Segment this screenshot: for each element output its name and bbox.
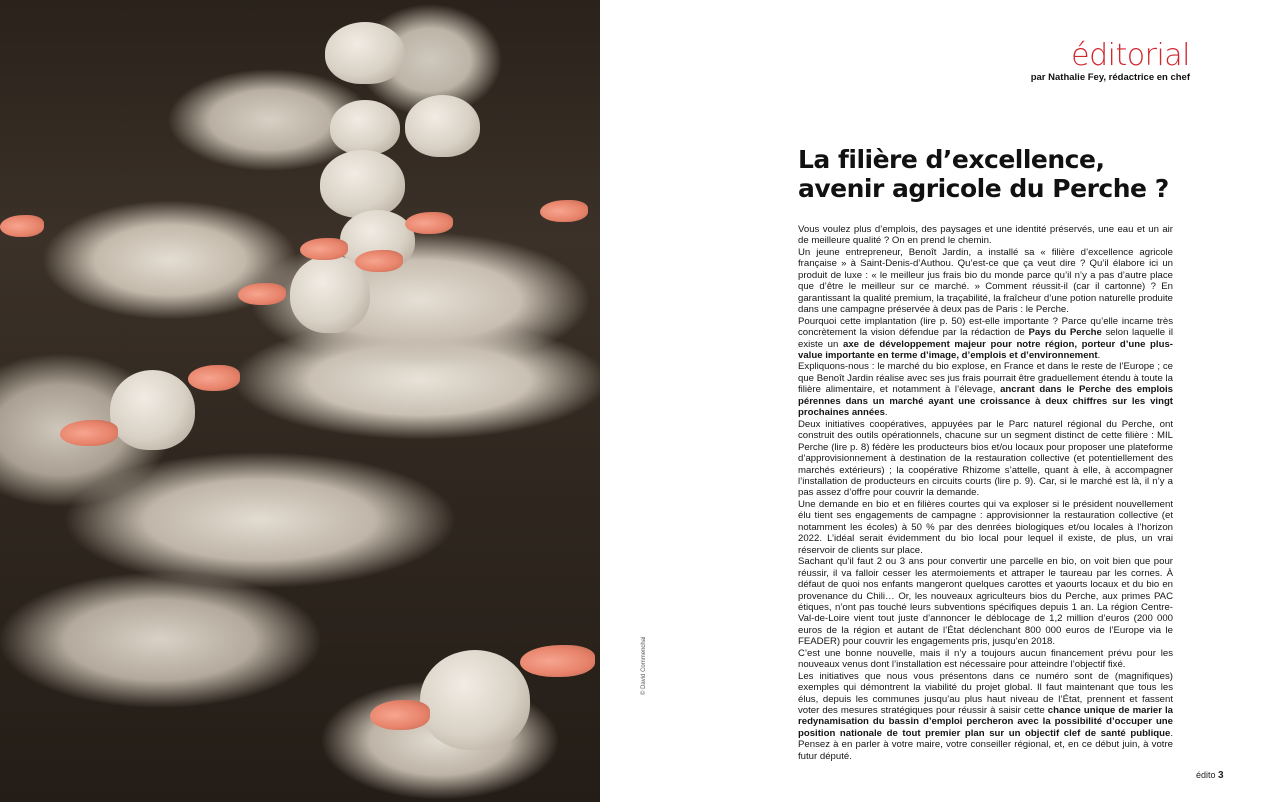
paragraph: Une demande en bio et en filières courtes qui va exploser si le président nouvellement élu tient ses engagements de campagne : approvisionner la restauration collective (et notamment les écoles) à 50 % par des denrées biologiques et/ou locales à l’horizon 2022. L’idéal serait évidemment du bio local pour lequel il existe, de plus, un vrai réservoir de clients sur place. xyxy=(798,498,1173,556)
headline-line-2: avenir agricole du Perche ? xyxy=(798,174,1169,203)
sheep-head xyxy=(325,22,405,84)
page-footer xyxy=(1196,770,1224,781)
photo-credit: © David Commenchal xyxy=(641,636,647,695)
sheep-ear xyxy=(0,215,44,237)
headline xyxy=(798,145,1188,203)
sheep-head xyxy=(110,370,195,450)
sheep-head xyxy=(320,150,405,218)
text-run: . xyxy=(884,407,888,419)
paragraph xyxy=(798,316,1173,362)
emphasis: axe de développement majeur pour notre région, porteur d’une plus-value importante en terme d’image, d’emplois et d’environnement xyxy=(798,338,1173,361)
sheep-ear xyxy=(520,645,595,677)
paragraph xyxy=(798,671,1173,763)
paragraph: Sachant qu’il faut 2 ou 3 ans pour convertir une parcelle en bio, on voit bien que pour réussir, il va falloir cesser les atermoiements et attraper le taureau par les cornes. À défaut de quoi nos enfants mangeront quelques carottes et yaourts locaux et du bio en provenance du Chili… Or, les nouveaux agriculteurs bios du Perche, aux primes PAC étiques, n’ont pas touché leurs subventions spécifiques depuis 1 an. La région Centre-Val-de-Loire vient tout juste d’annoncer le déblocage de 1,2 million d’euros (200 000 euros de la région et autant de l’État déclenchant 800 000 euros de l’Europe via le FEADER) pour couvrir les engagements pris, jusqu’en 2018. xyxy=(798,556,1173,648)
magazine-name: Pays du Perche xyxy=(1028,327,1102,339)
byline: par Nathalie Fey, rédactrice en chef xyxy=(1030,72,1190,83)
text-run: selon laquelle il existe un xyxy=(798,327,1173,350)
paragraph xyxy=(798,361,1173,418)
text-run: . Pensez à en parler à votre maire, votre conseiller régional, et, en ce début juin, à votre futur député. xyxy=(798,727,1173,762)
paragraph: Deux initiatives coopératives, appuyées par le Parc naturel régional du Perche, ont construit des outils opérationnels, chacune sur un segment distinct de cette filière : MIL Perche (lire p. 8) fédère les producteurs bios et/ou locaux pour proposer une plateforme d’approvisionnement à destination de la restauration collective (et potentiellement des marchés extérieurs) ; la coopérative Rhizome s’attelle, quant à elle, à accompagner l’installation de producteurs en circuits courts (lire p. 9). Car, si le marché est là, il n’y a pas assez d’offre pour couvrir la demande. xyxy=(798,418,1173,499)
sheep-ear xyxy=(405,212,453,234)
headline-line-1: La filière d’excellence, xyxy=(798,145,1105,174)
sheep-ear xyxy=(188,365,240,391)
sheep-head xyxy=(420,650,530,750)
sheep-ear xyxy=(238,283,286,305)
article-body xyxy=(798,224,1173,762)
text-run: Pourquoi cette implantation (lire p. 50) est-elle importante ? Parce qu’elle incarne très concrètement la vision défendue par la rédaction de xyxy=(798,315,1173,339)
paragraph: Vous voulez plus d’emplois, des paysages et une identité préservés, une eau et un air de meilleure qualité ? On en prend le chemin. xyxy=(798,224,1173,247)
sheep-ear xyxy=(540,200,588,222)
sheep-head xyxy=(330,100,400,155)
section-title: éditorial xyxy=(1071,38,1190,73)
sheep-ear xyxy=(300,238,348,260)
emphasis: ancrant dans le Perche des emplois pérennes dans un marché ayant une croissance à deux chiffres sur les vingt prochaines années xyxy=(798,384,1173,419)
paragraph: Un jeune entrepreneur, Benoît Jardin, a installé sa « filière d’excellence agricole française » à Saint-Denis-d’Authou. Qu’est-ce que ça veut dire ? Qu’il élabore ici un produit de luxe : « le meilleur jus frais bio du monde parce qu’il n’y a pas d’autre place que d’être le meilleur sur ce marché. » Comment réussit-il (car il cartonne) ? En garantissant la qualité premium, la traçabilité, la fraîcheur d’une potion naturelle produite dans une campagne préservée à deux pas de Paris : le Perche. xyxy=(798,246,1173,316)
sheep-photo xyxy=(0,0,600,802)
text-run: Les initiatives que nous vous présentons dans ce numéro sont de (magnifiques) exemples qui démontrent la viabilité du projet global. Il faut maintenant que tous les élus, depuis les communes jusqu’au plus haut niveau de l’État, prennent et fassent voter des mesures stratégiques pour réussir à saisir cette xyxy=(798,670,1173,717)
sheep-head xyxy=(405,95,480,157)
text-run: . xyxy=(1097,349,1101,361)
sheep-ear xyxy=(60,420,118,446)
text-run: Expliquons-nous : le marché du bio explose, en France et dans le reste de l’Europe ; ce que Benoît Jardin réalise avec ses jus frais pourrait être graduellement étendu à toute la filière alimentaire, et notamment à l’élevage, xyxy=(798,361,1173,396)
paragraph: C’est une bonne nouvelle, mais il n’y a toujours aucun financement prévu pour les nouveaux venus dont l’installation est nécessaire pour atteindre l’objectif fixé. xyxy=(798,647,1173,671)
sheep-ear xyxy=(370,700,430,730)
emphasis: chance unique de marier la redynamisation du bassin d’emploi percheron avec la possibilité d’occuper une position nationale de tout premier plan sur un objectif clef de santé publique xyxy=(798,705,1173,739)
sheep-ear xyxy=(355,250,403,272)
page-number: 3 xyxy=(1218,770,1224,781)
footer-section: édito xyxy=(1196,770,1216,780)
